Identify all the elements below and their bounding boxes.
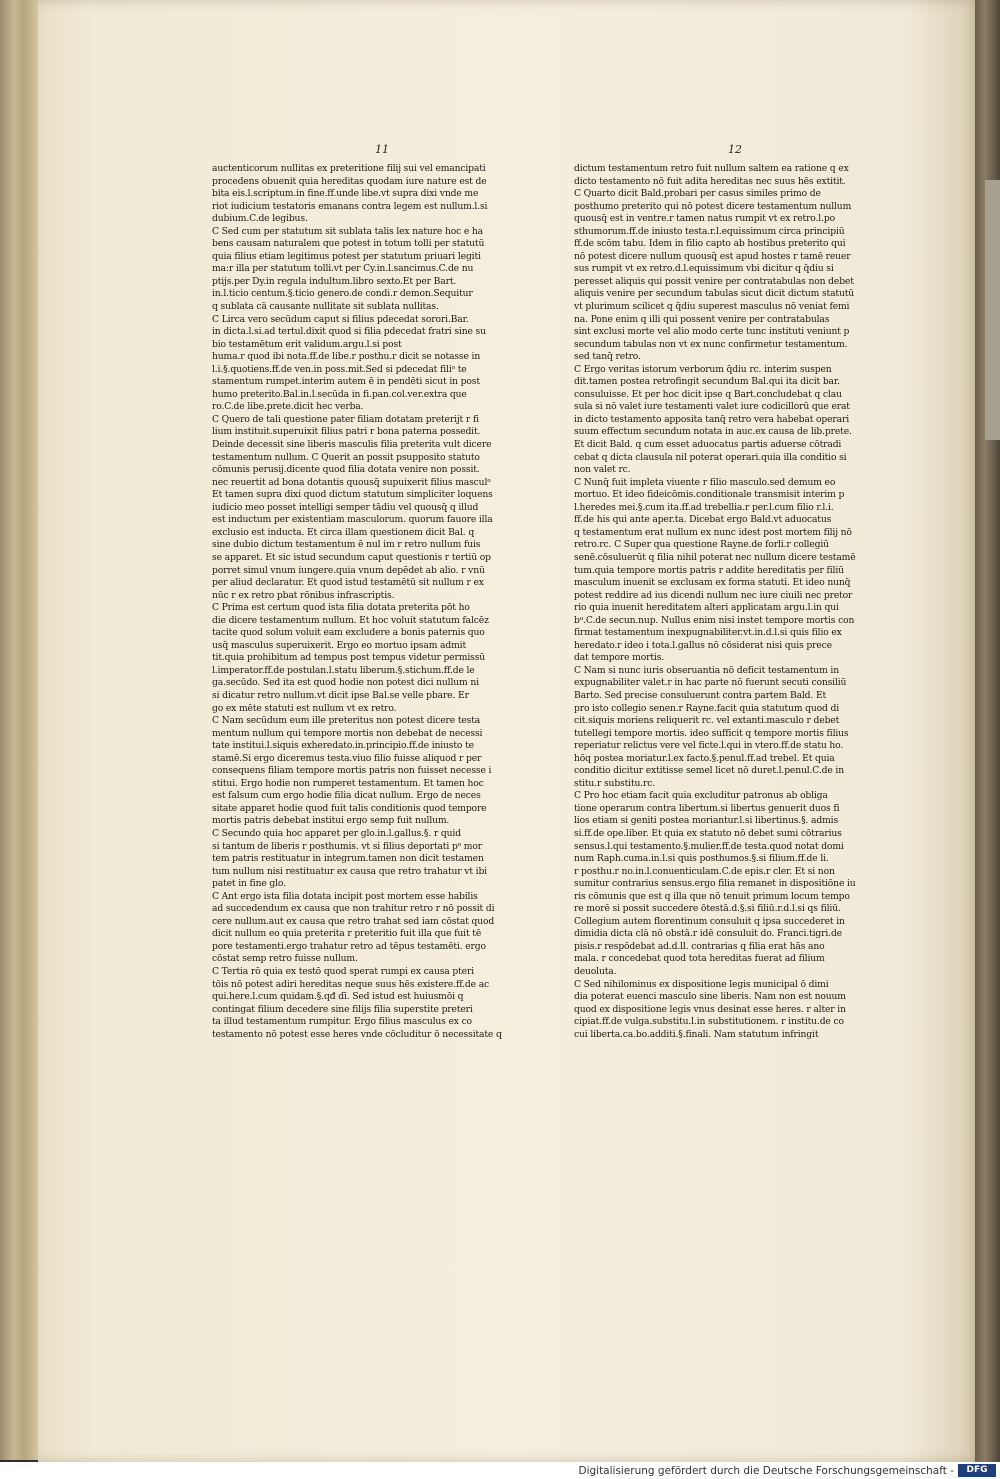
text-line: consequens filiam tempore mortis patris non fuisset necesse i xyxy=(212,765,492,777)
text-line: est inductum per existentiam masculorum. quorum fauore illa xyxy=(212,514,493,526)
text-line: l.imperator.ff.de postulan.l.statu liberum.§.stichum.ff.de le xyxy=(212,664,475,676)
text-line: tione operarum contra libertum.si libertus genuerit duos fi xyxy=(574,802,840,814)
text-line: patet in fine glo. xyxy=(212,878,286,890)
text-line: nec reuertit ad bona dotantis quousq̄ supuixerit filius masculᵒ xyxy=(212,476,491,488)
text-line: sumitur contrarius sensus.ergo filia remanet in dispositiōne iu xyxy=(574,878,856,890)
text-line: C Quarto dicit Bald.probari per casus similes primo de xyxy=(574,188,821,200)
text-line: l.i.§.quotiens.ff.de ven.in poss.mit.Sed si pdecedat filiᵒ te xyxy=(212,363,467,375)
text-line: masculum inuenit se exclusam ex forma statuti. Et ideo nunq̄ xyxy=(574,577,851,589)
text-line: iudicio meo posset intelligi semper tādiu vel quousq̄ q illud xyxy=(212,501,479,513)
text-line: vt plurimum scilicet q q̄diu superest masculus nō veniat femi xyxy=(574,301,850,313)
text-line: dat tempore mortis. xyxy=(574,652,665,664)
text-line: porret simul vnum iungere.quia vnum depēdet ab alio. r vnū xyxy=(212,564,485,576)
text-line: C Sed nihilominus ex dispositione legis municipal ō dimi xyxy=(574,978,829,990)
text-line: C Sed cum per statutum sit sublata talis lex nature hoc e ha xyxy=(212,225,484,237)
text-line: si tantum de liberis r posthumis. vt si filius deportati pᵒ mor xyxy=(212,840,482,852)
text-line: stitui. Ergo hodie non rumperet testamentum. Et tamen hoc xyxy=(212,777,484,789)
text-line: in.l.ticio centum.§.ticio genero.de condi.r demon.Sequitur xyxy=(212,288,473,300)
text-line: dicit nullum eo quia preterita r preteritio fuit illa que fuit tē xyxy=(212,928,482,940)
text-line: C Secundo quia hoc apparet per glo.in.l.gallus.§. r quid xyxy=(212,827,461,839)
text-line: C Nunq̄ fuit impleta viuente r filio masculo.sed demum eo xyxy=(574,476,836,488)
text-line: sthumorum.ff.de iniusto testa.r.l.equissimum circa principiū xyxy=(574,225,845,237)
text-line: stamē.Si ergo diceremus testa.viuo filio fuisse aliquod r per xyxy=(212,752,482,764)
text-line: cebat q dicta clausula nil poterat operari.quia illa conditio si xyxy=(574,451,847,463)
text-line: heredato.r ideo i tota.l.gallus nō cōsiderat nisi quis prece xyxy=(574,639,832,651)
text-line: reperiatur relictus vere vel ficte.l.qui in vtero.ff.de statu ho. xyxy=(574,740,844,752)
text-line: sed tanq̄ retro. xyxy=(574,351,641,363)
text-line: ga.secūdo. Sed ita est quod hodie non potest dici nullum ni xyxy=(212,677,479,689)
text-line: bio testamētum erit validum.argu.l.si post xyxy=(212,338,402,350)
text-line: mentum nullum qui tempore mortis non debebat de necessi xyxy=(212,727,483,739)
text-line: senē.cōsuluerūt q filia nihil poterat nec nullum dicere testamē xyxy=(574,551,856,563)
text-line: sine dubio dictum testamentum ē nul im r retro nullum fuis xyxy=(212,539,481,551)
text-line: contingat filium decedere sine filijs filia superstite preteri xyxy=(212,1003,473,1015)
text-line: lium instituit.superuixit filius patri r bona paterna possedit. xyxy=(212,426,481,438)
text-line: cui liberta.ca.bo.additi.§.finali. Nam statutum infringit xyxy=(574,1028,819,1040)
text-line: ad succedendum ex causa que non trahitur retro r nō possit di xyxy=(212,903,495,915)
text-line: na. Pone enim q illi qui possent venire per contratabulas xyxy=(574,313,830,325)
text-line: firmat testamentum inexpugnabiliter.vt.in.d.l.si quis filio ex xyxy=(574,627,842,639)
text-line: tit.quia prohibitum ad tempus post tempus videtur permissū xyxy=(212,652,486,664)
text-line: bᵒ.C.de secun.nup. Nullus enim nisi instet tempore mortis con xyxy=(574,614,855,626)
text-line: C Quero de tali questione pater filiam dotatam preterijt r fi xyxy=(212,413,479,425)
text-line: retro.rc. C Super qua questione Rayne.de forli.r collegiū xyxy=(574,539,829,551)
text-line: cipiat.ff.de vulga.substitu.l.in substitutionem. r institu.de co xyxy=(574,1016,844,1028)
text-line: stamentum rumpet.interim autem ē in pendēti sicut in post xyxy=(212,376,480,388)
text-line: C Prima est certum quod ista filia dotata preterita pōt ho xyxy=(212,602,470,614)
text-line: tem patris restituatur in integrum.tamen non dicit testamen xyxy=(212,853,484,865)
text-line: sula si nō valet iure testamenti valet iure codicillorū que erat xyxy=(574,401,850,413)
text-line: C Nam secūdum eum ille preteritus non potest dicere testa xyxy=(212,715,481,727)
text-line: bens causam naturalem que potest in totum tolli per statutū xyxy=(212,238,485,250)
text-line: tum nullum nisi restituatur ex causa que retro trahatur vt ibi xyxy=(212,865,487,877)
text-line: lios etiam si geniti postea moriantur.l.si libertinus.§. admis xyxy=(574,815,839,827)
text-line: expugnabiliter valet.r in hac parte nō fuerunt secuti consiliū xyxy=(574,677,847,689)
text-line: Et tamen supra dixi quod dictum statutum simpliciter loquens xyxy=(212,489,493,501)
page-margin-strip xyxy=(985,180,1000,440)
book-page-stack-edge xyxy=(0,0,40,1460)
text-line: Collegium autem florentinum consuluit q ipsa succederet in xyxy=(574,915,845,927)
text-line: re morē si possit succedere ōtestā.d.§.si filiū.r.d.l.si qs filiū. xyxy=(574,903,841,915)
text-line: consuluisse. Et per hoc dicit ipse q Bart.concludebat q clau xyxy=(574,388,842,400)
text-line: non valet rc. xyxy=(574,464,631,476)
text-line: testamentum nullum. C Querit an possit psupposito statuto xyxy=(212,451,480,463)
text-line: pore testamenti.ergo trahatur retro ad tēpus testamēti. ergo xyxy=(212,940,486,952)
text-line: potest reddire ad ius dicendi nullum nec iure ciuili nec pretor xyxy=(574,589,853,601)
text-line: procedens obuenit quia hereditas quodam iure nature est de xyxy=(212,175,487,187)
text-line: mortuo. Et ideo fideicōmis.conditionale transmisit interim p xyxy=(574,489,845,501)
text-line: C Nam si nunc iuris obseruantia nō deficit testamentum in xyxy=(574,664,839,676)
text-line: dictum testamentum retro fuit nullum saltem ea ratione q ex xyxy=(574,163,849,174)
text-line: go ex mēte statuti est nullum vt ex retro. xyxy=(212,702,397,714)
text-line: sus rumpit vt ex retro.d.l.equissimum vbi dicitur q q̄diu si xyxy=(574,263,834,275)
text-line: dubium.C.de legibus. xyxy=(212,213,308,225)
dfg-logo: DFG xyxy=(958,1464,996,1477)
text-line: ta illud testamentum rumpitur. Ergo filius masculus ex co xyxy=(212,1016,472,1028)
text-line: humo preterito.Bal.in.l.secūda in fi.pan.col.ver.extra que xyxy=(212,388,467,400)
text-line: deuoluta. xyxy=(574,966,617,977)
text-line: tum.quia tempore mortis patris r addite hereditatis per filiū xyxy=(574,564,844,576)
text-line: quod ex dispositione legis vnus desinat esse heres. r alter in xyxy=(574,1003,846,1015)
text-line: nō potest dicere nullum quousq̄ est apud hostes r tamē reuer xyxy=(574,250,851,262)
text-line: dit.tamen postea retrofingit secundum Bal.qui ita dicit bar. xyxy=(574,376,840,388)
text-column-left xyxy=(212,163,510,1041)
text-line: aliquis venire per secundum tabulas sicut dicit dictum statutū xyxy=(574,288,855,300)
text-line: sitate apparet hodie quod fuit talis conditionis quod tempore xyxy=(212,802,487,814)
text-line: se apparet. Et sic istud secundum caput questionis r tertiū op xyxy=(212,551,491,563)
text-line: C Tertia rō quia ex testō quod sperat rumpi ex causa pteri xyxy=(212,966,474,977)
text-line: die dicere testamentum nullum. Et hoc voluit statutum falcēz xyxy=(212,614,489,626)
text-line: Et dicit Bald. q cum esset aduocatus partis aduerse cōtradi xyxy=(574,439,842,451)
folio-number-left: 11 xyxy=(375,143,389,156)
text-line: dimidia dicta clā nō obstā.r idē consuluit do. Franci.tigri.de xyxy=(574,928,842,940)
text-line: Barto. Sed precise consuluerunt contra partem Bald. Et xyxy=(574,689,827,701)
text-line: sint exclusi morte vel alio modo certe tunc instituti veniunt p xyxy=(574,326,850,338)
text-line: sensus.l.qui testamento.§.mulier.ff.de testa.quod notat domi xyxy=(574,840,844,852)
text-line: C Ant ergo ista filia dotata incipit post mortem esse habilis xyxy=(212,890,478,902)
text-line: mortis patris debebat institui ergo semp fuit nullum. xyxy=(212,815,450,827)
text-line: ptijs.per Dy.in regula indultum.libro sexto.Et per Bart. xyxy=(212,275,457,287)
text-line: riot iudicium testatoris emanans contra legem est nullum.l.si xyxy=(212,200,488,212)
text-line: quousq̄ est in ventre.r tamen natus rumpit vt ex retro.l.po xyxy=(574,213,835,225)
text-line: l.heredes mei.§.cum ita.ff.ad trebellia.r per.l.cum filio r.l.i. xyxy=(574,501,834,513)
text-line: cit.siquis moriens reliquerit rc. vel extanti.masculo r debet xyxy=(574,715,840,727)
text-line: auctenticorum nullitas ex preteritione filij sui vel emancipati xyxy=(212,163,486,174)
text-line: ff.de scōm tabu. Idem in filio capto ab hostibus preterito qui xyxy=(574,238,846,250)
text-line: testamento nō potest esse heres vnde cōcluditur ō necessitate q xyxy=(212,1028,502,1040)
text-line: conditio dicitur extitisse semel licet nō duret.l.penul.C.de in xyxy=(574,765,844,777)
text-line: cere nullum.aut ex causa que retro trahat sed iam cōstat quod xyxy=(212,915,495,927)
text-line: est falsum cum ergo hodie filia dicat nullum. Ergo de neces xyxy=(212,790,481,802)
text-line: ris cōmunis que est q illa que nō tenuit primum locum tempo xyxy=(574,890,850,902)
text-line: usq̄ masculus superuixerit. Ergo eo mortuo ipsam admit xyxy=(212,639,466,651)
text-line: exclusio est inducta. Et circa illam questionem dicit Bal. q xyxy=(212,526,475,538)
text-line: Deinde decessit sine liberis masculis filia preterita vult dicere xyxy=(212,439,492,451)
text-line: huma.r quod ibi nota.ff.de libe.r posthu.r dicit se notasse in xyxy=(212,351,481,363)
text-line: mala. r concedebat quod tota hereditas fuerat ad filium xyxy=(574,953,825,965)
text-line: ma:r illa per statutum tolli.vt per Cy.in.l.sancimus.C.de nu xyxy=(212,263,474,275)
text-line: C Lirca vero secūdum caput si filius pdecedat sorori.Bar. xyxy=(212,313,469,325)
text-line: peresset aliquis qui possit venire per contratabulas non debet xyxy=(574,275,854,287)
text-line: pisis.r respōdebat ad.d.ll. contrarias q filia erat hās ano xyxy=(574,940,825,952)
text-line: si dicatur retro nullum.vt dicit ipse Bal.se velle pbare. Er xyxy=(212,689,469,701)
text-line: qui.here.l.cum quidam.§.qđ dī. Sed istud est huiusmōi q xyxy=(212,991,464,1003)
text-line: secundum tabulas non vt ex nunc confirmetur testamentum. xyxy=(574,338,848,350)
text-line: r posthu.r no.in.l.conuenticulam.C.de epis.r cler. Et si non xyxy=(574,865,835,877)
text-line: tacite quod solum voluit eam excludere a bonis paternis quo xyxy=(212,627,485,639)
text-line: suum effectum secundum notata in auc.ex causa de lib.prete. xyxy=(574,426,852,438)
text-line: num Raph.cuma.in.l.si quis posthumos.§.si filium.ff.de li. xyxy=(574,853,829,865)
footer-credit-text: Digitalisierung gefördert durch die Deutsche Forschungsgemeinschaft - xyxy=(578,1465,954,1477)
text-line: hōq postea moriatur.l.ex facto.§.penul.ff.ad trebel. Et quia xyxy=(574,752,835,764)
text-line: bita eis.l.scriptum.in fine.ff.unde libe.vt supra dixi vnde me xyxy=(212,188,479,200)
text-line: ro.C.de libe.prete.dicit hec verba. xyxy=(212,401,364,413)
text-line: q testamentum erat nullum ex nunc idest post mortem filij nō xyxy=(574,526,852,538)
text-line: in dicto testamento apposita tanq̄ retro vera habebat operari xyxy=(574,413,850,425)
text-line: tōis nō potest adiri hereditas neque suus hēs existere.ff.de ac xyxy=(212,978,490,990)
text-line: cōstat semp retro fuisse nullum. xyxy=(212,953,358,965)
text-line: stitu.r substitu.rc. xyxy=(574,777,656,789)
text-line: nūc r ex retro pbat rōnibus infrascriptis. xyxy=(212,589,395,601)
text-line: rio quia inuenit hereditatem alteri applicatam argu.l.in qui xyxy=(574,602,839,614)
text-line: per aliud declaratur. Et quod istud testamētū sit nullum r ex xyxy=(212,577,484,589)
text-line: q sublata cā causante nullitate sit sublata nullitas. xyxy=(212,301,439,313)
folio-number-right: 12 xyxy=(728,143,742,156)
text-line: in dicta.l.si.ad tertul.dixit quod si filia pdecedat fratri sine su xyxy=(212,326,486,338)
text-line: dia poterat euenci masculo sine liberis. Nam non est nouum xyxy=(574,991,846,1003)
text-line: si.ff.de ope.liber. Et quia ex statuto nō debet sumi cōtrarius xyxy=(574,827,842,839)
text-line: cōmunis perusij.dicente quod filia dotata venire non possit. xyxy=(212,464,480,476)
text-line: dicto testamento nō fuit adita hereditas nec suus hēs extitit. xyxy=(574,175,846,187)
text-line: C Ergo veritas istorum verborum q̄diu rc. interim suspen xyxy=(574,363,832,375)
text-line: tate institui.l.siquis exheredato.in.principio.ff.de iniusto te xyxy=(212,740,474,752)
text-line: quia filius etiam legitimus potest per statutum priuari legiti xyxy=(212,250,481,262)
text-line: posthumo preterito qui nō potest dicere testamentum nullum xyxy=(574,200,852,212)
text-line: pro isto collegio senen.r Rayne.facit quia statutum quod di xyxy=(574,702,840,714)
text-line: tutellegi tempore mortis. ideo sufficit q tempore mortis filius xyxy=(574,727,849,739)
text-line: ff.de his qui ante aper.ta. Dicebat ergo Bald.vt aduocatus xyxy=(574,514,832,526)
text-column-right xyxy=(574,163,872,1041)
text-line: C Pro hoc etiam facit quia excluditur patronus ab obliga xyxy=(574,790,828,802)
